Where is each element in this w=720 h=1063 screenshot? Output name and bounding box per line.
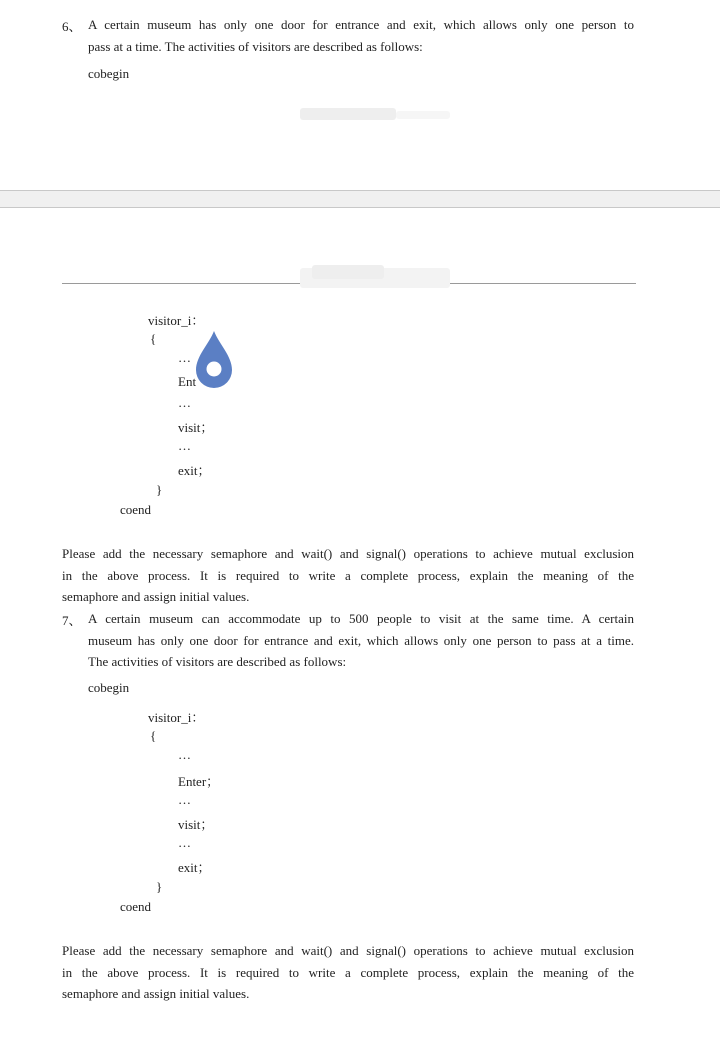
q6-cobegin: cobegin	[88, 66, 130, 81]
q6-intro-line: pass at a time. The activities of visitors are described as follows:	[88, 38, 423, 54]
q7-intro	[88, 608, 634, 673]
q6-visitor: visitor_i：	[148, 313, 205, 328]
q7-visitor: visitor_i：	[148, 710, 205, 725]
q6-dots: …	[178, 350, 191, 365]
q7-coend: coend	[120, 899, 152, 914]
q6-enter: Ent	[178, 374, 197, 389]
redacted-header-blur	[396, 111, 450, 119]
q6-intro-line: A certain museum has only one door for entrance and exit, which allows only one person to	[88, 17, 634, 32]
q7-intro-line: A certain museum can accommodate up to 500 people to visit at the same time. A certain	[88, 611, 634, 626]
water-drop-marker-icon[interactable]	[194, 330, 234, 390]
q6-open-brace: {	[150, 331, 157, 346]
q7-prompt-line: semaphore and assign initial values.	[62, 986, 250, 1001]
q7-exit: exit；	[178, 860, 211, 875]
q6-dots: …	[178, 395, 191, 410]
q7-number: 7、	[62, 613, 82, 628]
q7-visit: visit；	[178, 817, 214, 832]
q6-visit: visit；	[178, 420, 214, 435]
q6-prompt-line: semaphore and assign initial values.	[62, 589, 250, 604]
q7-intro-line: The activities of visitors are described as follows:	[88, 654, 347, 669]
q6-dots: …	[178, 438, 191, 453]
q6-close-brace: }	[156, 482, 163, 497]
q7-enter: Enter；	[178, 774, 220, 789]
q6-intro	[88, 14, 634, 57]
q7-dots: …	[178, 792, 191, 807]
q7-prompt-line: Please add the necessary semaphore and wait() and signal() operations to achieve mutual exclusion	[62, 943, 634, 958]
q6-number: 6、	[62, 19, 82, 34]
q7-dots: …	[178, 747, 191, 762]
page-break	[0, 190, 720, 208]
q7-intro-line: museum has only one door for entrance and exit, which allows only one person to pass at a time.	[88, 632, 634, 648]
q7-open-brace: {	[150, 728, 157, 743]
q6-prompt-line: Please add the necessary semaphore and wait() and signal() operations to achieve mutual exclusion	[62, 546, 634, 561]
q7-prompt	[62, 940, 634, 1005]
q6-prompt-line: in the above process. It is required to write a complete process, explain the meaning of the	[62, 567, 634, 583]
q7-prompt-line: in the above process. It is required to write a complete process, explain the meaning of the	[62, 964, 634, 980]
q7-dots: …	[178, 835, 191, 850]
q7-close-brace: }	[156, 879, 163, 894]
q6-coend: coend	[120, 502, 152, 517]
redacted-header-blur	[300, 108, 396, 120]
redacted-header-blur	[312, 265, 384, 279]
q6-prompt	[62, 543, 634, 608]
q7-cobegin: cobegin	[88, 680, 130, 695]
q6-exit: exit；	[178, 463, 211, 478]
